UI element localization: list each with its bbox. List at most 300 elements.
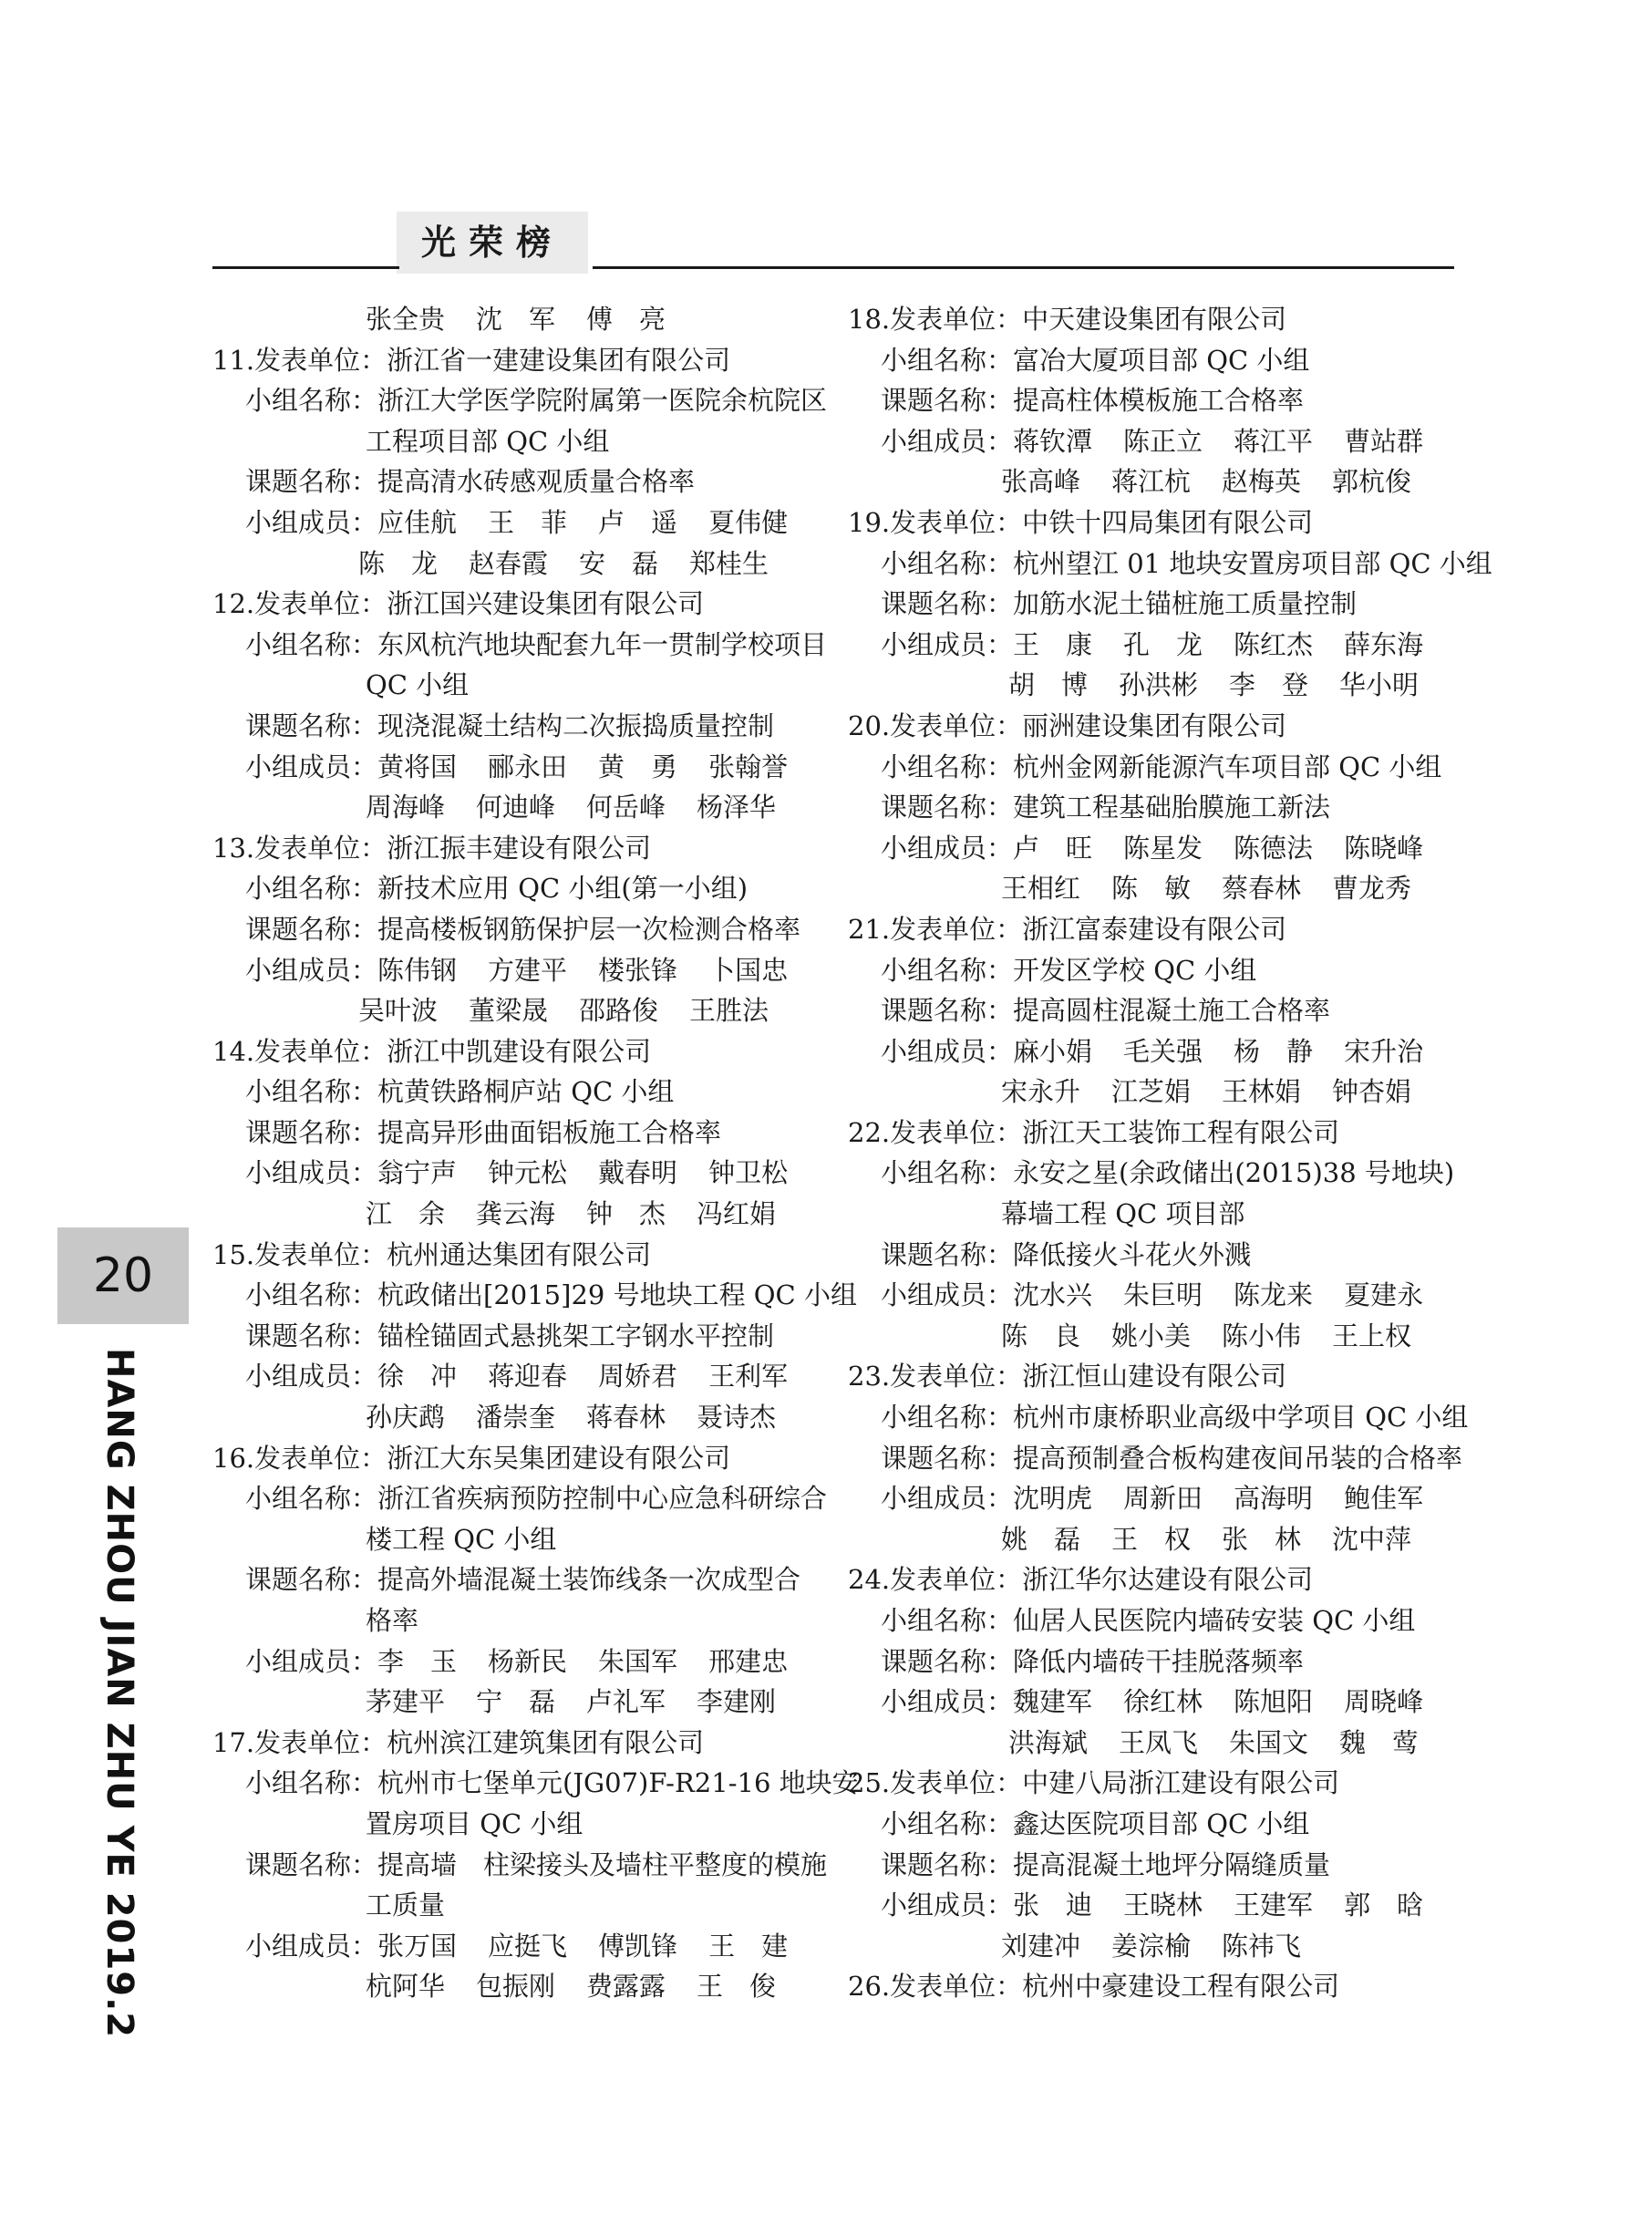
- member-name: 陈 龙: [358, 547, 439, 579]
- field-label: 小组名称：: [245, 628, 378, 660]
- field-value: 降低内墙砖干挂脱落频率: [1013, 1645, 1305, 1677]
- member-names: [1013, 1686, 1454, 1717]
- member-name: 钟杏娟: [1332, 1076, 1412, 1108]
- entry-line: [212, 1153, 869, 1194]
- member-name: 蒋江平: [1234, 425, 1314, 457]
- member-name: 夏伟健: [708, 506, 789, 538]
- field-label: 17.发表单位：: [212, 1726, 387, 1758]
- entry-line: [212, 868, 869, 909]
- member-name: 朱巨明: [1123, 1279, 1203, 1311]
- members-line: [212, 544, 869, 585]
- member-name: 周新田: [1123, 1483, 1203, 1515]
- field-value: 永安之星(余政储出(2015)38 号地块): [1013, 1157, 1455, 1189]
- field-label: 18.发表单位：: [848, 304, 1023, 335]
- entry-line: [848, 1845, 1468, 1886]
- member-name: 江芝娟: [1111, 1076, 1192, 1108]
- field-label: 小组成员：: [245, 1930, 378, 1962]
- members-line: [212, 1194, 869, 1235]
- entry-line: [212, 1031, 869, 1072]
- member-name: 徐红林: [1123, 1686, 1203, 1718]
- member-name: 郭杭俊: [1332, 466, 1412, 498]
- member-name: 李建刚: [697, 1686, 777, 1718]
- members-line: [212, 1966, 869, 2007]
- field-label: 小组名称：: [245, 1767, 378, 1799]
- field-label: 课题名称：: [245, 709, 378, 741]
- field-value: 提高异形曲面铝板施工合格率: [377, 1116, 722, 1148]
- member-name: 杨 静: [1234, 1035, 1314, 1067]
- member-name: 钟 杰: [586, 1198, 666, 1230]
- member-names: [1008, 669, 1450, 700]
- member-name: 孙洪彬: [1119, 669, 1199, 701]
- field-value: 富冶大厦项目部 QC 小组: [1013, 344, 1310, 376]
- field-value: 置房项目 QC 小组: [366, 1807, 583, 1839]
- entry-line: [848, 1682, 1468, 1723]
- member-name: 杨泽华: [697, 792, 777, 823]
- member-name: 曹站群: [1344, 425, 1424, 457]
- member-names: [1008, 1727, 1450, 1758]
- continuation-line: [212, 1804, 869, 1845]
- member-names: [377, 1361, 819, 1392]
- member-name: 戴春明: [598, 1157, 678, 1189]
- field-label: 小组成员：: [881, 1279, 1014, 1311]
- member-name: 王相红: [1001, 873, 1081, 905]
- member-name: 陈祎飞: [1222, 1930, 1302, 1962]
- member-name: 江 余: [366, 1198, 446, 1230]
- entry-line: [212, 1926, 869, 1967]
- left-column: [212, 299, 869, 2007]
- entry-line: [212, 1235, 869, 1276]
- member-name: 蒋江杭: [1111, 466, 1192, 498]
- member-name: 吴叶波: [358, 995, 439, 1027]
- member-name: 傅 亮: [586, 304, 666, 335]
- field-label: 小组名称：: [881, 1605, 1014, 1636]
- entry-line: [848, 1397, 1468, 1438]
- member-name: 李 登: [1229, 669, 1309, 701]
- entry-line: [212, 828, 869, 869]
- continuation-line: [848, 1194, 1468, 1235]
- field-label: 小组成员：: [881, 425, 1014, 457]
- entry-line: [848, 1478, 1468, 1519]
- members-line: [848, 1926, 1468, 1967]
- continuation-line: [212, 1885, 869, 1926]
- entry-line: [848, 1438, 1468, 1479]
- entry-line: [848, 1804, 1468, 1845]
- continuation-line: [212, 421, 869, 462]
- field-label: 小组名称：: [881, 751, 1014, 782]
- member-name: 姚 磊: [1001, 1523, 1081, 1555]
- entry-line: [212, 1723, 869, 1764]
- member-name: 宋升治: [1344, 1035, 1424, 1067]
- member-names: [377, 1646, 819, 1677]
- member-names: [1001, 1524, 1442, 1555]
- member-name: 王晓林: [1123, 1890, 1203, 1921]
- field-value: 浙江振丰建设有限公司: [387, 832, 652, 864]
- field-label: 小组名称：: [881, 1157, 1014, 1189]
- member-name: 赵春霞: [469, 547, 549, 579]
- members-line: [848, 1316, 1468, 1357]
- member-name: 沈明虎: [1013, 1483, 1093, 1515]
- field-value: 提高混凝土地坪分隔缝质量: [1013, 1848, 1331, 1880]
- entry-line: [848, 787, 1468, 828]
- field-value: 杭州金网新能源汽车项目部 QC 小组: [1013, 751, 1442, 782]
- field-value: 浙江中凯建设有限公司: [387, 1035, 652, 1067]
- member-name: 陈红杰: [1234, 628, 1314, 660]
- member-name: 陈 敏: [1111, 873, 1192, 905]
- member-name: 卢 遥: [598, 506, 678, 538]
- member-names: [1013, 629, 1454, 660]
- entry-line: [212, 1641, 869, 1682]
- member-name: 洪海斌: [1008, 1726, 1089, 1758]
- members-line: [212, 787, 869, 828]
- member-name: 王利军: [708, 1361, 789, 1393]
- field-label: 24.发表单位：: [848, 1564, 1023, 1596]
- field-value: 提高预制叠合板构建夜间吊装的合格率: [1013, 1442, 1463, 1474]
- member-name: 潘崇奎: [476, 1402, 556, 1434]
- continuation-line: [212, 1519, 869, 1560]
- member-name: 高海明: [1234, 1483, 1314, 1515]
- member-name: 陈小伟: [1222, 1320, 1302, 1351]
- field-label: 课题名称：: [245, 1320, 378, 1351]
- field-label: 小组名称：: [245, 873, 378, 905]
- field-label: 22.发表单位：: [848, 1116, 1023, 1148]
- member-name: 沈水兴: [1013, 1279, 1093, 1311]
- members-line: [848, 1519, 1468, 1560]
- field-label: 小组名称：: [881, 547, 1014, 579]
- member-name: 聂诗杰: [697, 1402, 777, 1434]
- field-label: 课题名称：: [881, 1645, 1014, 1677]
- right-column: [848, 299, 1492, 2007]
- field-label: 20.发表单位：: [848, 709, 1023, 741]
- field-value: 杭政储出[2015]29 号地块工程 QC 小组: [377, 1279, 857, 1311]
- member-name: 姚小美: [1111, 1320, 1192, 1351]
- entry-line: [212, 1356, 869, 1397]
- entry-line: [848, 706, 1468, 747]
- field-value: 杭黄铁路桐庐站 QC 小组: [377, 1076, 675, 1108]
- field-label: 小组成员：: [245, 1361, 378, 1393]
- member-name: 安 磊: [579, 547, 659, 579]
- member-name: 王 菲: [488, 506, 568, 538]
- field-label: 19.发表单位：: [848, 506, 1023, 538]
- field-value: 提高墙 柱梁接头及墙柱平整度的模施: [377, 1848, 828, 1880]
- member-name: 邢建忠: [708, 1645, 789, 1677]
- field-value: 浙江恒山建设有限公司: [1022, 1361, 1287, 1393]
- member-name: 朱国文: [1229, 1726, 1309, 1758]
- field-label: 小组成员：: [245, 506, 378, 538]
- member-name: 赵梅英: [1222, 466, 1302, 498]
- member-name: 方建平: [488, 954, 568, 986]
- field-label: 小组成员：: [245, 751, 378, 782]
- field-value: 降低接火斗花火外溅: [1013, 1238, 1252, 1270]
- member-name: 王 俊: [697, 1971, 777, 2003]
- field-value: 提高清水砖感观质量合格率: [377, 466, 696, 498]
- field-value: 提高楼板钢筋保护层一次检测合格率: [377, 913, 801, 945]
- member-names: [1013, 1890, 1454, 1921]
- member-names: [1013, 1279, 1454, 1310]
- entry-line: [212, 1478, 869, 1519]
- field-label: 课题名称：: [881, 1848, 1014, 1880]
- member-name: 蒋迎春: [488, 1361, 568, 1393]
- entry-line: [212, 502, 869, 544]
- field-value: 杭州中豪建设工程有限公司: [1022, 1971, 1340, 2003]
- member-names: [366, 1198, 807, 1229]
- field-label: 小组名称：: [881, 1807, 1014, 1839]
- member-name: 周娇君: [598, 1361, 678, 1393]
- member-names: [377, 1931, 819, 1962]
- member-name: 周海峰: [366, 792, 446, 823]
- field-label: 25.发表单位：: [848, 1767, 1023, 1799]
- member-names: [1013, 426, 1454, 457]
- field-value: 鑫达医院项目部 QC 小组: [1013, 1807, 1310, 1839]
- member-name: 郭 晗: [1344, 1890, 1424, 1921]
- entry-line: [848, 950, 1468, 991]
- members-line: [212, 299, 869, 340]
- entry-line: [848, 1356, 1468, 1397]
- member-name: 陈伟钢: [377, 954, 458, 986]
- member-name: 卢 旺: [1013, 832, 1093, 864]
- field-value: 建筑工程基础胎膜施工新法: [1013, 792, 1331, 823]
- member-names: [377, 955, 819, 986]
- field-value: QC 小组: [366, 669, 470, 701]
- member-name: 黄将国: [377, 751, 458, 782]
- field-label: 26.发表单位：: [848, 1971, 1023, 2003]
- field-label: 小组成员：: [881, 1035, 1014, 1067]
- entry-line: [212, 380, 869, 421]
- member-name: 华小明: [1339, 669, 1420, 701]
- entry-line: [212, 706, 869, 747]
- field-label: 课题名称：: [881, 588, 1014, 620]
- field-label: 小组成员：: [881, 628, 1014, 660]
- entry-line: [212, 584, 869, 625]
- field-value: 新技术应用 QC 小组(第一小组): [377, 873, 749, 905]
- member-name: 王凤飞: [1119, 1726, 1199, 1758]
- field-value: 杭州通达集团有限公司: [387, 1238, 652, 1270]
- entry-line: [212, 1275, 869, 1316]
- member-name: 张 林: [1222, 1523, 1302, 1555]
- field-label: 课题名称：: [245, 1848, 378, 1880]
- entry-line: [212, 625, 869, 666]
- field-value: 提高外墙混凝土装饰线条一次成型合: [377, 1564, 801, 1596]
- member-name: 夏建永: [1344, 1279, 1424, 1311]
- member-name: 董梁晟: [469, 995, 549, 1027]
- member-name: 魏建军: [1013, 1686, 1093, 1718]
- member-names: [377, 751, 819, 782]
- entry-line: [848, 1235, 1468, 1276]
- member-names: [358, 995, 800, 1026]
- member-name: 应挺飞: [488, 1930, 568, 1962]
- entry-line: [848, 1641, 1468, 1682]
- member-name: 胡 博: [1008, 669, 1089, 701]
- entry-line: [212, 461, 869, 502]
- field-label: 课题名称：: [881, 1238, 1014, 1270]
- field-value: 楼工程 QC 小组: [366, 1523, 557, 1555]
- member-name: 包振刚: [476, 1971, 556, 2003]
- entry-line: [848, 340, 1468, 381]
- magazine-vertical-title: HANG ZHOU JIAN ZHU YE 2019.2: [98, 1348, 140, 2039]
- field-label: 小组名称：: [881, 344, 1014, 376]
- member-names: [1001, 1931, 1332, 1962]
- field-value: 丽洲建设集团有限公司: [1022, 709, 1287, 741]
- field-label: 课题名称：: [245, 1116, 378, 1148]
- field-value: 东风杭汽地块配套九年一贯制学校项目: [377, 628, 828, 660]
- field-value: 幕墙工程 QC 项目部: [1001, 1198, 1245, 1230]
- member-name: 孙庆鹉: [366, 1402, 446, 1434]
- member-name: 卜国忠: [708, 954, 789, 986]
- field-label: 课题名称：: [245, 913, 378, 945]
- field-label: 小组成员：: [881, 832, 1014, 864]
- entry-line: [848, 1153, 1468, 1194]
- member-name: 曹龙秀: [1332, 873, 1412, 905]
- field-value: 浙江大学医学院附属第一医院余杭院区: [377, 385, 828, 417]
- field-value: 中天建设集团有限公司: [1022, 304, 1287, 335]
- entry-line: [848, 421, 1468, 462]
- member-names: [366, 792, 807, 823]
- members-line: [848, 461, 1468, 502]
- member-name: 王上权: [1332, 1320, 1412, 1351]
- member-name: 陈星发: [1123, 832, 1203, 864]
- member-name: 薛东海: [1344, 628, 1424, 660]
- field-label: 12.发表单位：: [212, 588, 387, 620]
- member-name: 陈德法: [1234, 832, 1314, 864]
- member-names: [366, 1402, 807, 1433]
- member-names: [377, 1157, 819, 1188]
- entry-line: [848, 747, 1468, 788]
- entry-line: [848, 1885, 1468, 1926]
- field-label: 课题名称：: [245, 466, 378, 498]
- member-name: 龚云海: [476, 1198, 556, 1230]
- member-name: 张全贵: [366, 304, 446, 335]
- entry-line: [848, 1763, 1468, 1804]
- member-name: 陈 良: [1001, 1320, 1081, 1351]
- field-label: 16.发表单位：: [212, 1442, 387, 1474]
- member-name: 陈龙来: [1234, 1279, 1314, 1311]
- entry-line: [848, 990, 1468, 1031]
- member-name: 刘建冲: [1001, 1930, 1081, 1962]
- field-value: 仙居人民医院内墙砖安装 QC 小组: [1013, 1605, 1416, 1636]
- member-name: 蒋钦潭: [1013, 425, 1093, 457]
- page-number: 20: [57, 1227, 189, 1324]
- field-value: 提高圆柱混凝土施工合格率: [1013, 995, 1331, 1027]
- entry-line: [212, 1559, 869, 1600]
- field-label: 小组名称：: [881, 1402, 1014, 1434]
- field-value: 浙江国兴建设集团有限公司: [387, 588, 705, 620]
- entry-line: [848, 380, 1468, 421]
- entry-line: [212, 909, 869, 950]
- entry-line: [212, 1438, 869, 1479]
- member-name: 李 玉: [377, 1645, 458, 1677]
- member-name: 宁 磊: [476, 1686, 556, 1718]
- field-value: 杭州市七堡单元(JG07)F-R21-16 地块安: [377, 1767, 859, 1799]
- member-name: 杨新民: [488, 1645, 568, 1677]
- field-label: 23.发表单位：: [848, 1361, 1023, 1393]
- member-name: 孔 龙: [1123, 628, 1203, 660]
- entry-line: [848, 1559, 1468, 1600]
- member-name: 周晓峰: [1344, 1686, 1424, 1718]
- member-names: [1001, 1076, 1442, 1107]
- field-value: 浙江省一建建设集团有限公司: [387, 344, 731, 376]
- member-name: 何岳峰: [586, 792, 666, 823]
- field-value: 中铁十四局集团有限公司: [1022, 506, 1314, 538]
- page-section-title: 光荣榜: [397, 212, 588, 274]
- entry-line: [848, 909, 1468, 950]
- field-label: 小组成员：: [245, 1645, 378, 1677]
- members-line: [848, 665, 1468, 706]
- field-value: 杭州市康桥职业高级中学项目 QC 小组: [1013, 1402, 1469, 1434]
- member-name: 冯红娟: [697, 1198, 777, 1230]
- entry-line: [848, 1600, 1468, 1641]
- members-line: [212, 1682, 869, 1723]
- member-names: [1013, 1036, 1454, 1067]
- member-name: 翁宁声: [377, 1157, 458, 1189]
- members-line: [212, 1397, 869, 1438]
- member-name: 朱国军: [598, 1645, 678, 1677]
- entry-line: [848, 1031, 1468, 1072]
- member-names: [1001, 1320, 1442, 1351]
- member-name: 钟卫松: [708, 1157, 789, 1189]
- field-label: 课题名称：: [881, 1442, 1014, 1474]
- field-label: 11.发表单位：: [212, 344, 387, 376]
- field-value: 浙江华尔达建设有限公司: [1022, 1564, 1314, 1596]
- member-names: [1001, 873, 1442, 904]
- entry-line: [848, 544, 1492, 585]
- member-name: 陈旭阳: [1234, 1686, 1314, 1718]
- field-value: 杭州望江 01 地块安置房项目部 QC 小组: [1013, 547, 1492, 579]
- member-name: 王林娟: [1222, 1076, 1302, 1108]
- member-name: 王 权: [1111, 1523, 1192, 1555]
- member-name: 蒋春林: [586, 1402, 666, 1434]
- member-name: 应佳航: [377, 506, 458, 538]
- member-name: 王 康: [1013, 628, 1093, 660]
- member-name: 宋永升: [1001, 1076, 1081, 1108]
- field-value: 工程项目部 QC 小组: [366, 425, 610, 457]
- field-value: 格率: [366, 1605, 419, 1636]
- field-value: 浙江省疾病预防控制中心应急科研综合: [377, 1483, 828, 1515]
- member-name: 王建军: [1234, 1890, 1314, 1921]
- member-name: 张 迪: [1013, 1890, 1093, 1921]
- field-label: 小组名称：: [245, 1279, 378, 1311]
- continuation-line: [212, 665, 869, 706]
- field-label: 14.发表单位：: [212, 1035, 387, 1067]
- field-label: 小组名称：: [245, 1483, 378, 1515]
- member-name: 卢礼军: [586, 1686, 666, 1718]
- entry-line: [212, 1763, 869, 1804]
- member-name: 茅建平: [366, 1686, 446, 1718]
- entry-line: [212, 1316, 869, 1357]
- field-value: 中建八局浙江建设有限公司: [1022, 1767, 1340, 1799]
- members-line: [212, 990, 869, 1031]
- member-name: 王胜法: [689, 995, 769, 1027]
- member-names: [377, 507, 819, 538]
- member-name: 陈正立: [1123, 425, 1203, 457]
- field-label: 21.发表单位：: [848, 913, 1023, 945]
- member-name: 郑桂生: [689, 547, 769, 579]
- field-label: 课题名称：: [881, 385, 1014, 417]
- header-rule-left: [212, 266, 399, 269]
- member-names: [358, 548, 800, 579]
- field-label: 课题名称：: [245, 1564, 378, 1596]
- field-label: 小组成员：: [881, 1483, 1014, 1515]
- member-name: 沈中萍: [1332, 1523, 1412, 1555]
- entry-line: [212, 747, 869, 788]
- member-name: 麻小娟: [1013, 1035, 1093, 1067]
- entry-line: [848, 828, 1468, 869]
- member-name: 傅凯锋: [598, 1930, 678, 1962]
- members-line: [848, 1072, 1468, 1113]
- field-value: 杭州滨江建筑集团有限公司: [387, 1726, 705, 1758]
- entry-line: [212, 1113, 869, 1154]
- field-label: 小组成员：: [881, 1890, 1014, 1921]
- field-label: 小组名称：: [245, 385, 378, 417]
- entry-line: [848, 1966, 1468, 2007]
